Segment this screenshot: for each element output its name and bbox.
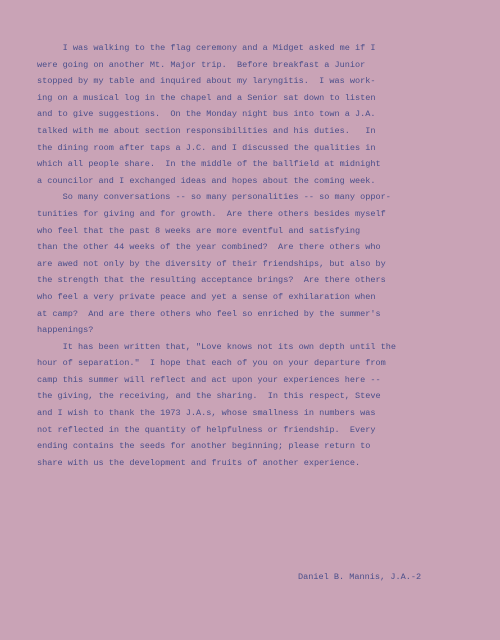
text-line: stopped by my table and inquired about my laryngitis. I was work- [37, 76, 376, 87]
text-line: So many conversations -- so many personalities -- so many oppor- [37, 192, 391, 203]
text-line: and I wish to thank the 1973 J.A.s, whose smallness in numbers was [37, 408, 376, 419]
text-line: ing on a musical log in the chapel and a Senior sat down to listen [37, 92, 376, 103]
text-line: talked with me about section responsibilities and his duties. In [37, 125, 376, 136]
text-line: camp this summer will reflect and act upon your experiences here -- [37, 374, 381, 385]
text-line: I was walking to the flag ceremony and a Midget asked me if I [37, 43, 376, 53]
text-line: ending contains the seeds for another beginning; please return to [37, 441, 371, 452]
text-line: tunities for giving and for growth. Are there others besides myself [37, 208, 386, 219]
text-line: It has been written that, "Love knows not its own depth until the [37, 341, 397, 352]
text-line: the strength that the resulting acceptance brings? Are there others [37, 275, 386, 286]
text-line: than the other 44 weeks of the year combined? Are there others who [37, 242, 381, 253]
text-line: who feel a very private peace and yet a sense of exhilaration when [37, 291, 376, 302]
text-line: happenings? [37, 325, 94, 336]
text-line: a councilor and I exchanged ideas and hopes about the coming week. [37, 175, 376, 186]
text-line: hour of separation." I hope that each of you on your departure from [37, 358, 386, 369]
text-line: and to give suggestions. On the Monday night bus into town a J.A. [37, 109, 376, 120]
letter-body [37, 40, 477, 471]
text-line: at camp? And are there others who feel so enriched by the summer's [37, 308, 381, 319]
text-line: which all people share. In the middle of the ballfield at midnight [37, 159, 381, 170]
text-line: not reflected in the quantity of helpfulness or friendship. Every [37, 424, 376, 435]
text-line: were going on another Mt. Major trip. Before breakfast a Junior [37, 59, 366, 70]
text-line: are awed not only by the diversity of their friendships, but also by [37, 258, 386, 269]
text-line: the dining room after taps a J.C. and I discussed the qualities in [37, 142, 376, 153]
signature: Daniel B. Mannis, J.A.-2 [298, 572, 422, 582]
text-line: the giving, the receiving, and the sharing. In this respect, Steve [37, 391, 381, 402]
text-line: who feel that the past 8 weeks are more eventful and satisfying [37, 225, 361, 236]
text-line: share with us the development and fruits of another experience. [37, 457, 361, 468]
